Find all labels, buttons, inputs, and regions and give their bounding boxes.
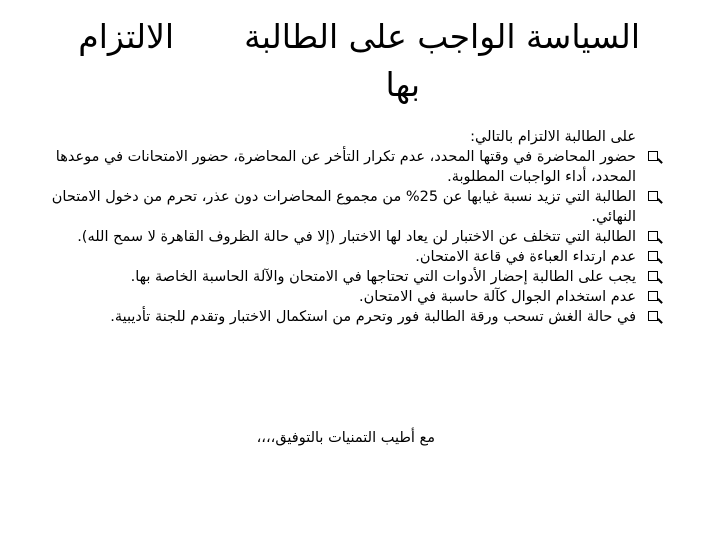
intro-text: على الطالبة الالتزام بالتالي: [470,129,636,145]
rule-item [16,267,636,287]
content-body [16,127,636,327]
rule-text: الطالبة التي تزيد نسبة غيابها عن 25% من مجموع المحاضرات دون عذر، تحرم من دخول الامتحان النهائي. [51,189,636,225]
rule-text: عدم استخدام الجوال كآلة حاسبة في الامتحان. [359,289,636,305]
rule-item [16,247,636,267]
checkbox-bullet-icon [648,311,658,321]
closing-text: مع أطيب التمنيات بالتوفيق،،،، [256,430,435,446]
title-part2: الالتزام [78,17,175,56]
checkbox-bullet-icon [648,291,658,301]
checkbox-bullet-icon [648,251,658,261]
title-line2: بها [385,65,420,104]
rule-text: حضور المحاضرة في وقتها المحدد، عدم تكرار التأخر عن المحاضرة، حضور الامتحانات في موعدها المحدد، أداء الواجبات المطلوبة. [55,149,636,185]
checkbox-bullet-icon [648,231,658,241]
checkbox-bullet-icon [648,151,658,161]
rule-item [16,287,636,307]
rule-item [16,187,636,227]
title-part1: السياسة الواجب على الطالبة [244,17,640,56]
rule-text: عدم ارتداء العباءة في قاعة الامتحان. [415,249,636,265]
rule-text: يجب على الطالبة إحضار الأدوات التي تحتاجها في الامتحان والآلة الحاسبة الخاصة بها. [130,269,636,285]
rules-list [16,147,636,327]
rule-text: في حالة الغش تسحب ورقة الطالبة فور وتحرم من استكمال الاختبار وتقدم للجنة تأديبية. [110,309,636,325]
rule-item [16,147,636,187]
slide-title [40,14,640,60]
rule-item [16,307,636,327]
checkbox-bullet-icon [648,191,658,201]
rule-item [16,227,636,247]
checkbox-bullet-icon [648,271,658,281]
rule-text: الطالبة التي تتخلف عن الاختبار لن يعاد لها الاختبار (إلا في حالة الظروف القاهرة لا سمح الله). [77,229,636,245]
